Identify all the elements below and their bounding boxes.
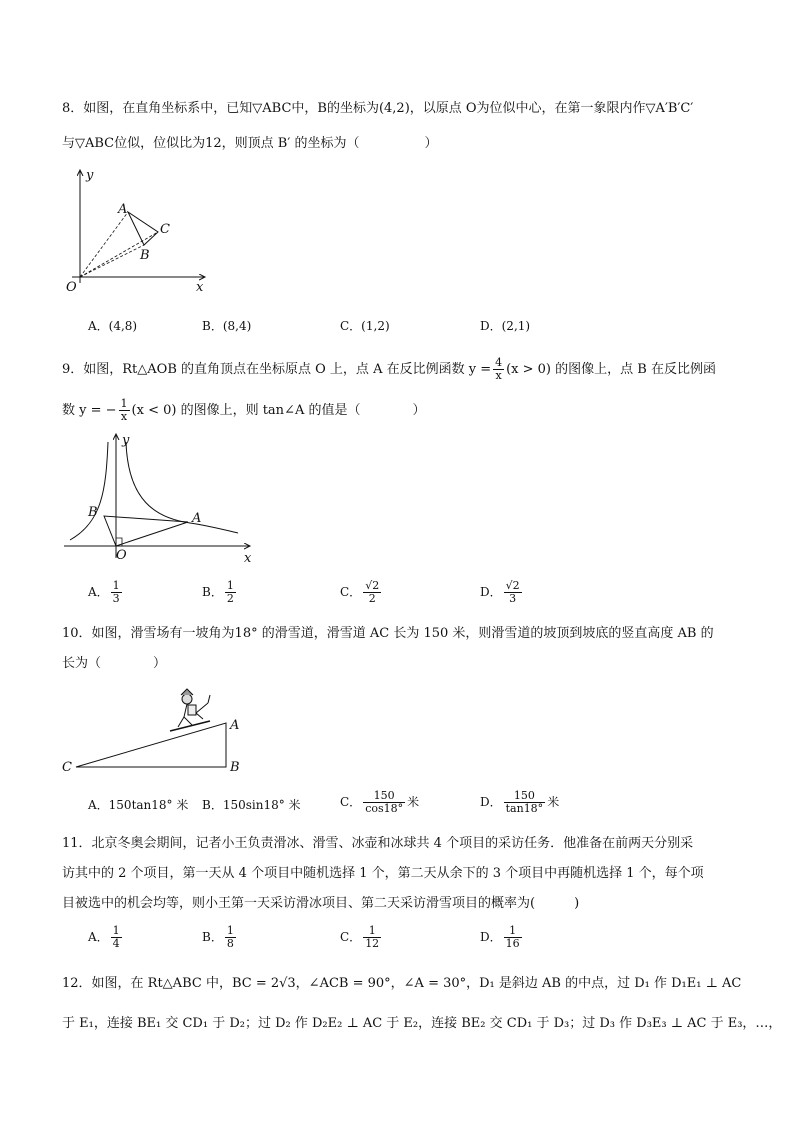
- q9-label-y: y: [122, 433, 130, 448]
- q9-label-o: O: [116, 548, 127, 563]
- q9-figure: [60, 430, 265, 570]
- q10-text-line2: 长为（ ）: [62, 656, 167, 671]
- q10-option-d[interactable]: D． $\frac{150}{\tan 18^\circ}$ 米: [480, 789, 560, 815]
- q9-label-x: x: [244, 551, 252, 566]
- q8-label-c: C: [160, 222, 170, 237]
- q12-text-line1: 12．如图，在 Rt△ABC 中，BC = 2√3，∠ACB = 90°，∠A = 30°，D₁ 是斜边 AB 的中点，过 D₁ 作 D₁E₁ ⊥ AC: [62, 976, 742, 991]
- q9-triangle-aob: [104, 516, 188, 546]
- q10-option-a[interactable]: A．150tan18° 米: [88, 798, 189, 812]
- q8-option-b[interactable]: B．(8,4): [202, 319, 252, 333]
- q9-option-b[interactable]: B． $\frac{1}{2}$: [202, 579, 234, 605]
- q11-option-c[interactable]: C． $\frac{1}{12}$: [340, 924, 380, 950]
- q10-label-a: A: [230, 718, 240, 733]
- q11-text-line2: 访其中的 2 个项目，第一天从 4 个项目中随机选择 1 个，第二天从余下的 3 个项目中再随机选择 1 个，每个项: [62, 866, 704, 881]
- skier-icon: [170, 689, 210, 731]
- q11-option-b[interactable]: B． $\frac{1}{8}$: [202, 924, 234, 950]
- q8-option-d[interactable]: D．(2,1): [480, 319, 531, 333]
- q10-option-b[interactable]: B．150sin18° 米: [202, 798, 301, 812]
- q8-label-a: A: [118, 202, 128, 217]
- q8-label-y: y: [86, 168, 94, 183]
- q10-figure: [60, 685, 260, 780]
- q11-text-line1: 11．北京冬奥会期间，记者小王负责滑冰、滑雪、冰壶和冰球共 4 个项目的采访任务．他准备在前两天分别采: [62, 836, 694, 851]
- q8-label-b: B: [140, 248, 150, 263]
- q8-option-c[interactable]: C．(1,2): [340, 319, 390, 333]
- q8-text-line1: 8．如图，在直角坐标系中，已知▽ABC中，B的坐标为(4,2)，以原点 O为位似中心，在第一象限内作▽A′B′C′: [62, 101, 694, 116]
- q8-label-x: x: [196, 280, 204, 295]
- q8-triangle-abc: [128, 212, 158, 245]
- q9-text-line2: 数 y = − $\frac{1}{x}$ (x < 0) 的图像上，则 tan∠A 的值是（ ）: [62, 397, 426, 423]
- q9-curve-right: [126, 442, 238, 533]
- q9-option-d[interactable]: D． $\frac{√2}{3}$: [480, 579, 520, 605]
- q9-label-a: A: [192, 511, 202, 526]
- q9-text-line1: 9．如图，Rt△AOB 的直角顶点在坐标原点 O 上，点 A 在反比例函数 y = $\frac{4}{x}$ (x > 0) 的图像上，点 B 在反比例函: [62, 356, 716, 382]
- q10-option-c[interactable]: C． $\frac{150}{\cos 18^\circ}$ 米: [340, 789, 420, 815]
- q8-label-o: O: [66, 280, 77, 295]
- q9-curve-left: [70, 442, 108, 540]
- q10-label-c: C: [62, 760, 72, 775]
- q12-text-line2: 于 E₁，连接 BE₁ 交 CD₁ 于 D₂；过 D₂ 作 D₂E₂ ⊥ AC 于 E₂，连接 BE₂ 交 CD₁ 于 D₃；过 D₃ 作 D₃E₃ ⊥ AC 于 E₃，…，: [62, 1016, 782, 1031]
- q10-slope-triangle: [76, 723, 226, 767]
- q8-option-a[interactable]: A．(4,8): [88, 319, 138, 333]
- q8-text-line2: 与▽ABC位似，位似比为12，则顶点 B′ 的坐标为（ ）: [62, 136, 438, 151]
- q10-text-line1: 10．如图，滑雪场有一坡角为18° 的滑雪道，滑雪道 AC 长为 150 米，则滑雪道的坡顶到坡底的竖直高度 AB 的: [62, 626, 714, 641]
- q11-text-line3: 目被选中的机会均等，则小王第一天采访滑冰项目、第二天采访滑雪项目的概率为( ): [62, 896, 580, 911]
- q10-label-b: B: [230, 760, 240, 775]
- q11-option-d[interactable]: D． $\frac{1}{16}$: [480, 924, 520, 950]
- q11-option-a[interactable]: A． $\frac{1}{4}$: [88, 924, 120, 950]
- q8-figure: [60, 165, 220, 300]
- q9-option-a[interactable]: A． $\frac{1}{3}$: [88, 579, 120, 605]
- q9-label-b: B: [88, 505, 98, 520]
- q9-option-c[interactable]: C． $\frac{√2}{2}$: [340, 579, 380, 605]
